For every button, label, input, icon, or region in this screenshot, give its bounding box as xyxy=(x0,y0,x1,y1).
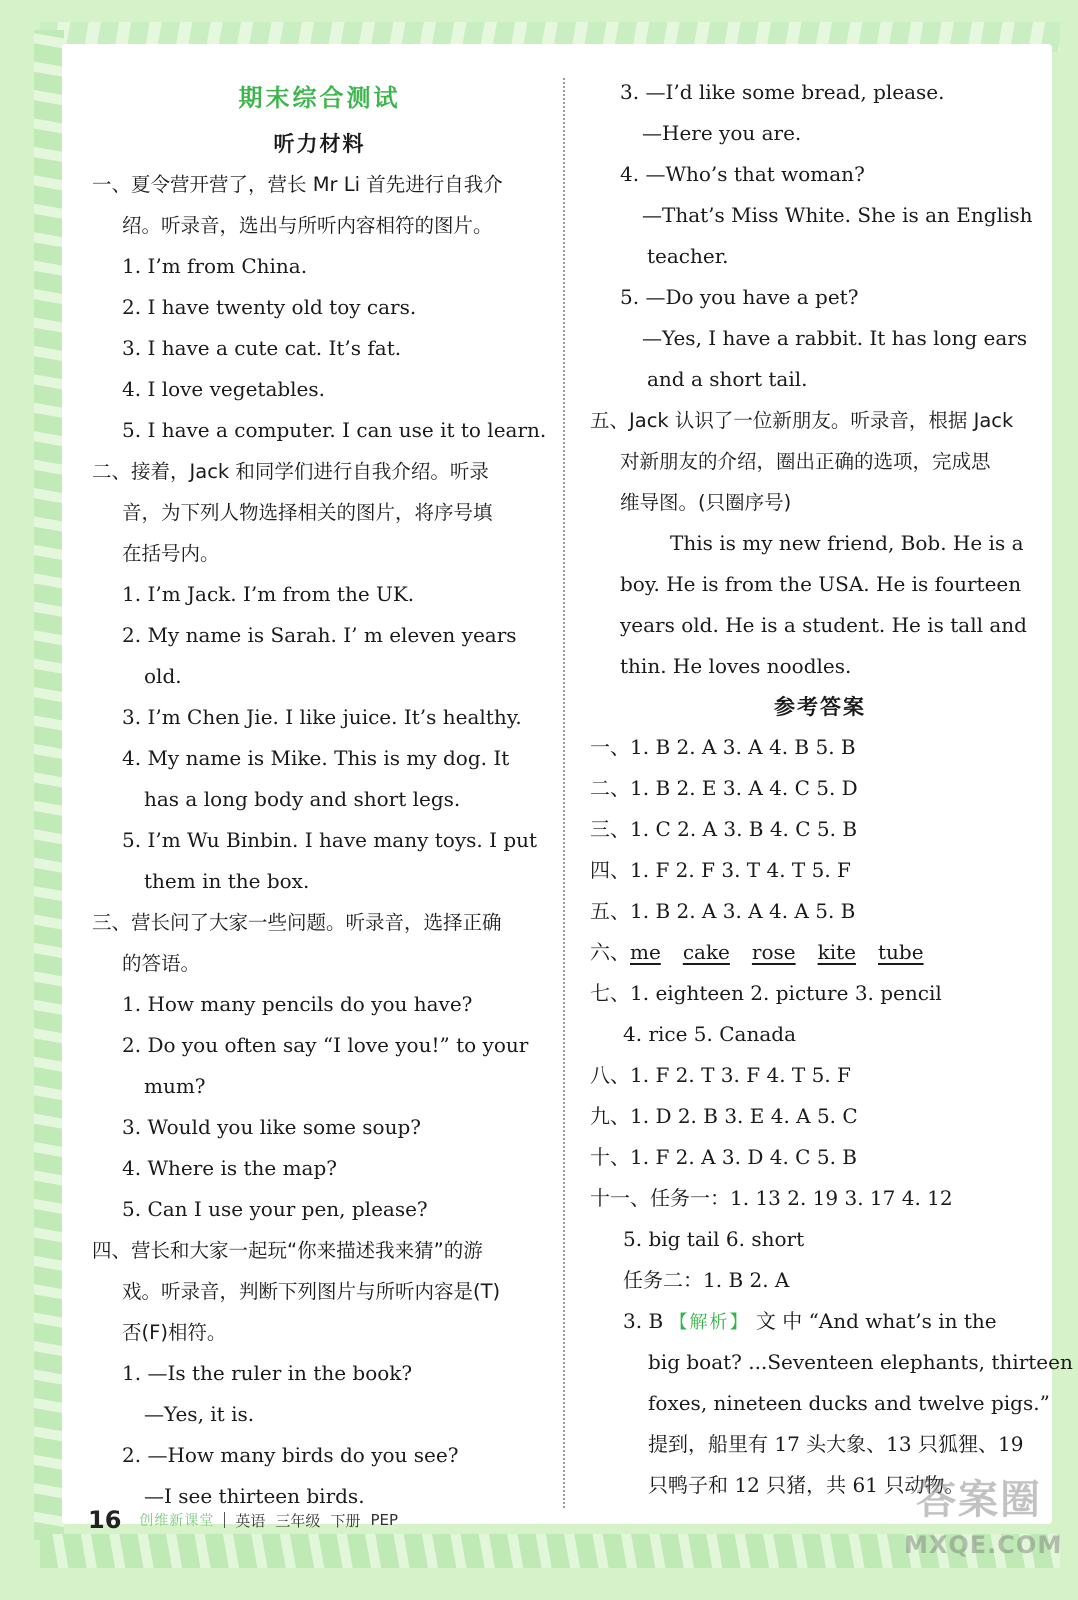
analysis-first-text: 文 中 “And what’s in the xyxy=(749,1309,997,1333)
brand-name: 创维新课堂 xyxy=(139,1513,215,1529)
text-line: 5. Can I use your pen, please? xyxy=(122,1197,428,1221)
text-line: 四、营长和大家一起玩“你来描述我来猜”的游 xyxy=(92,1239,483,1262)
right-column xyxy=(590,72,1073,1506)
text-line: 1. How many pencils do you have? xyxy=(122,992,473,1016)
footer-separator xyxy=(224,1512,225,1528)
text-line: them in the box. xyxy=(144,869,310,893)
answer-lines-2 xyxy=(590,973,1050,1301)
analysis-line: 提到，船里有 17 头大象、13 只狐狸、19 xyxy=(648,1432,1024,1456)
column-divider xyxy=(563,78,565,1508)
text-line: 4. I love vegetables. xyxy=(122,377,326,401)
answer-line: 四、1. F 2. F 3. T 4. T 5. F xyxy=(590,858,851,882)
text-line: 3. —I’d like some bread, please. xyxy=(620,80,945,104)
text-line: years old. He is a student. He is tall and xyxy=(620,613,1027,637)
text-line: 2. I have twenty old toy cars. xyxy=(122,295,417,319)
answer-line: 八、1. F 2. T 3. F 4. T 5. F xyxy=(590,1063,851,1087)
text-line: 五、Jack 认识了一位新朋友。听录音，根据 Jack xyxy=(590,409,1014,432)
analysis-line: foxes, nineteen ducks and twelve pigs.” xyxy=(648,1391,1050,1415)
text-line: This is my new friend, Bob. He is a xyxy=(670,531,1024,555)
underlined-word: cake xyxy=(682,940,730,964)
answer-line: 4. rice 5. Canada xyxy=(623,1022,796,1046)
analysis-number: 3. B xyxy=(623,1309,664,1333)
edition: PEP xyxy=(370,1511,399,1529)
text-line: —Here you are. xyxy=(642,121,802,145)
text-line: 2. My name is Sarah. I’ m eleven years xyxy=(122,623,517,647)
answer-line: 一、1. B 2. A 3. A 4. B 5. B xyxy=(590,735,856,759)
answer-six-words xyxy=(630,940,946,964)
answers-heading: 参考答案 xyxy=(774,695,866,719)
answer-lines xyxy=(590,727,1050,932)
answer-line-six xyxy=(590,932,1050,973)
text-line: —Yes, it is. xyxy=(144,1402,255,1426)
section-title: 期末综合测试 xyxy=(238,84,401,112)
text-line: has a long body and short legs. xyxy=(144,787,461,811)
underlined-word: kite xyxy=(817,940,856,964)
answer-line: 任务二：1. B 2. A xyxy=(623,1268,790,1292)
text-line: old. xyxy=(144,664,182,688)
text-line: mum? xyxy=(144,1074,206,1098)
underlined-word: rose xyxy=(751,940,796,964)
text-line: 1. I’m Jack. I’m from the UK. xyxy=(122,582,415,606)
text-line: thin. He loves noodles. xyxy=(620,654,852,678)
text-line: 否(F)相符。 xyxy=(122,1321,227,1344)
text-line: 4. —Who’s that woman? xyxy=(620,162,865,186)
text-line: 2. Do you often say “I love you!” to your xyxy=(122,1033,529,1057)
text-line: 3. Would you like some soup? xyxy=(122,1115,421,1139)
text-line: 绍。听录音，选出与所听内容相符的图片。 xyxy=(122,214,493,237)
text-line: 维导图。(只圈序号) xyxy=(620,491,792,514)
answer-line: 十、1. F 2. A 3. D 4. C 5. B xyxy=(590,1145,857,1169)
underlined-word: tube xyxy=(878,940,924,964)
volume: 下册 xyxy=(330,1511,361,1530)
text-line: 3. I’m Chen Jie. I like juice. It’s healthy. xyxy=(122,705,522,729)
page-number: 16 xyxy=(88,1506,122,1534)
text-line: 对新朋友的介绍，圈出正确的选项，完成思 xyxy=(620,450,991,473)
text-line: 戏。听录音，判断下列图片与所听内容是(T) xyxy=(122,1280,501,1303)
text-line: —That’s Miss White. She is an English xyxy=(642,203,1033,227)
text-line: 1. —Is the ruler in the book? xyxy=(122,1361,413,1385)
page-footer xyxy=(88,1500,398,1540)
text-line: 二、接着，Jack 和同学们进行自我介绍。听录 xyxy=(92,460,489,483)
answer-line: 十一、任务一：1. 13 2. 19 3. 17 4. 12 xyxy=(590,1186,953,1210)
grade: 三年级 xyxy=(275,1511,321,1530)
text-line: 3. I have a cute cat. It’s fat. xyxy=(122,336,402,360)
text-line: 4. My name is Mike. This is my dog. It xyxy=(122,746,510,770)
text-line: 音，为下列人物选择相关的图片，将序号填 xyxy=(122,501,493,524)
watermark-bottom: MXQE.COM xyxy=(904,1531,1063,1559)
left-column xyxy=(92,72,547,1517)
answer-line: 九、1. D 2. B 3. E 4. A 5. C xyxy=(590,1104,858,1128)
text-line: teacher. xyxy=(647,244,729,268)
answer-line: 5. big tail 6. short xyxy=(623,1227,805,1251)
text-line: 4. Where is the map? xyxy=(122,1156,338,1180)
text-line: 5. I’m Wu Binbin. I have many toys. I put xyxy=(122,828,538,852)
watermark-top: 答案圈 xyxy=(916,1477,1042,1523)
underlined-word: me xyxy=(630,940,661,964)
listening-material-heading: 听力材料 xyxy=(273,132,366,156)
answer-line: 二、1. B 2. E 3. A 4. C 5. D xyxy=(590,776,858,800)
text-line: 1. I’m from China. xyxy=(122,254,308,278)
listening-material-lines xyxy=(92,164,547,1517)
answer-line: 七、1. eighteen 2. picture 3. pencil xyxy=(590,981,942,1005)
text-line: 2. —How many birds do you see? xyxy=(122,1443,459,1467)
analysis-line xyxy=(590,1301,1050,1342)
answer-line: 三、1. C 2. A 3. B 4. C 5. B xyxy=(590,817,858,841)
listening-material-continued xyxy=(590,72,1050,687)
text-line: 一、夏令营开营了，营长 Mr Li 首先进行自我介 xyxy=(92,173,503,196)
text-line: 的答语。 xyxy=(122,952,201,975)
text-line: 在括号内。 xyxy=(122,542,220,565)
text-line: 三、营长问了大家一些问题。听录音，选择正确 xyxy=(92,911,502,934)
text-line: 5. —Do you have a pet? xyxy=(620,285,859,309)
subject: 英语 xyxy=(235,1511,266,1530)
watermark-logo xyxy=(904,1470,1063,1580)
text-line: —I see thirteen birds. xyxy=(144,1484,365,1508)
text-line: —Yes, I have a rabbit. It has long ears xyxy=(642,326,1028,350)
answer-six-prefix: 六、 xyxy=(590,940,630,964)
text-line: boy. He is from the USA. He is fourteen xyxy=(620,572,1022,596)
analysis-line: 只鸭子和 12 只猪，共 61 只动物。 xyxy=(648,1473,965,1497)
analysis-line: big boat? ...Seventeen elephants, thirteen xyxy=(648,1350,1073,1374)
analysis-label: 【解析】 xyxy=(669,1312,750,1333)
decorative-border-left xyxy=(34,30,64,1540)
text-line: 5. I have a computer. I can use it to learn. xyxy=(122,418,547,442)
answer-line: 五、1. B 2. A 3. A 4. A 5. B xyxy=(590,899,856,923)
text-line: and a short tail. xyxy=(647,367,808,391)
